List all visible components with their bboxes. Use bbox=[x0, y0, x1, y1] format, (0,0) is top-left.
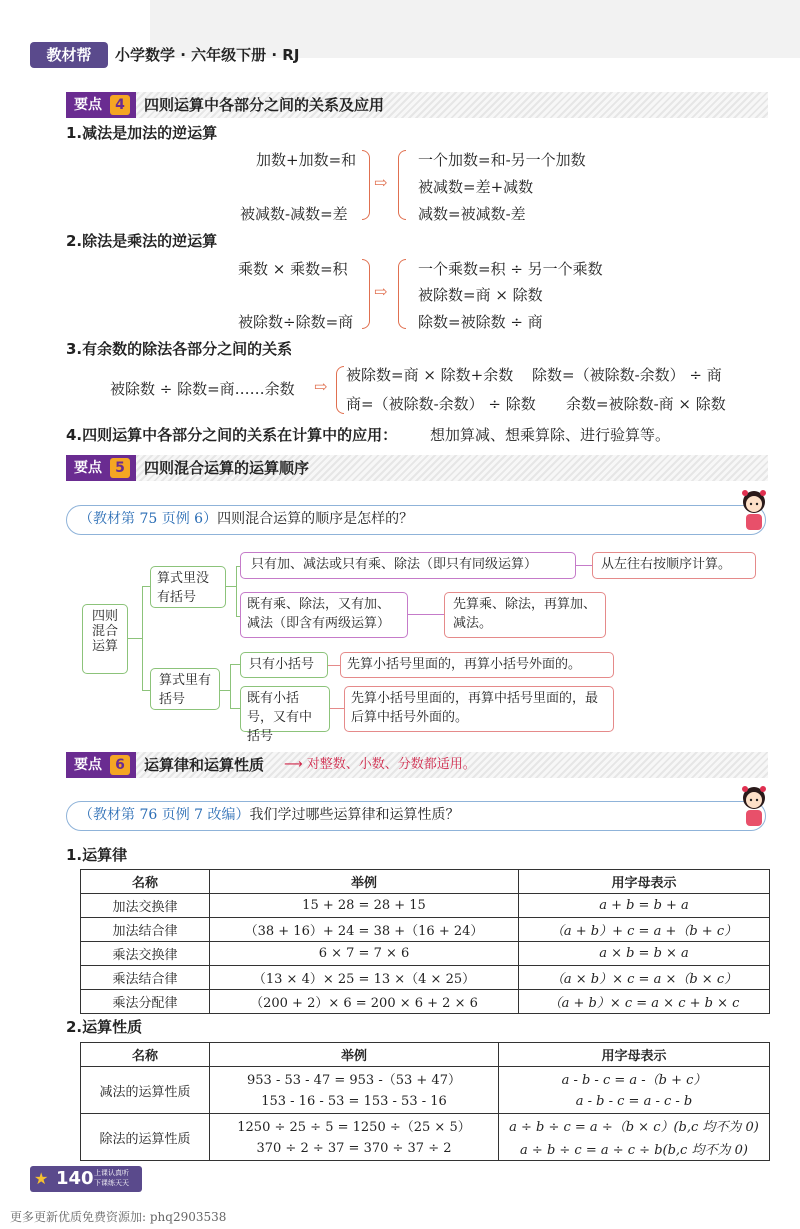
section-4-heading: 4.四则运算中各部分之间的关系在计算中的应用： bbox=[66, 426, 398, 444]
connector bbox=[230, 664, 240, 665]
table-cell: a ÷ b ÷ c = a ÷（b × c）(b,c 均不为 0) bbox=[499, 1114, 770, 1138]
flow-branch-no-brackets: 算式里没有括号 bbox=[150, 566, 226, 608]
formula-right: 被减数=差+减数 bbox=[418, 178, 534, 196]
key-point-number: 5 bbox=[110, 458, 130, 478]
flow-case-same-level: 只有加、减法或只有乘、除法（即只有同级运算） bbox=[240, 552, 576, 579]
connector bbox=[142, 586, 150, 587]
question-box bbox=[66, 801, 766, 831]
footer-source: 更多更新优质免费资源加: phq2903538 bbox=[10, 1210, 227, 1224]
table-cell: （200 + 2）× 6 = 200 × 6 + 2 × 6 bbox=[210, 990, 519, 1014]
key-point-6-banner bbox=[66, 752, 768, 778]
footer-tag: 下课练天天 bbox=[94, 1179, 129, 1187]
key-point-tag: 要点 bbox=[66, 752, 136, 778]
connector bbox=[220, 690, 230, 691]
laws-table bbox=[80, 869, 770, 1014]
formula-right: 除数=（被除数-余数） ÷ 商 bbox=[532, 366, 722, 384]
girl-icon bbox=[736, 784, 772, 828]
section-2-heading: 2.除法是乘法的逆运算 bbox=[66, 232, 218, 250]
laws-heading: 1.运算律 bbox=[66, 846, 128, 864]
flow-branch-with-brackets: 算式里有括号 bbox=[150, 668, 220, 710]
formula-left: 被除数 ÷ 除数=商……余数 bbox=[110, 380, 295, 398]
connector bbox=[576, 565, 592, 566]
table-cell: （38 + 16）+ 24 = 38 +（16 + 24） bbox=[210, 918, 519, 942]
table-row bbox=[81, 918, 770, 942]
table-header: 名称 bbox=[81, 1043, 210, 1067]
table-cell: 1250 ÷ 25 ÷ 5 = 1250 ÷（25 × 5） bbox=[210, 1114, 499, 1138]
section-3-heading: 3.有余数的除法各部分之间的关系 bbox=[66, 340, 293, 358]
table-cell: 370 ÷ 2 ÷ 37 = 370 ÷ 37 ÷ 2 bbox=[210, 1137, 499, 1161]
brace bbox=[336, 366, 344, 414]
formula-right: 一个加数=和-另一个加数 bbox=[418, 151, 586, 169]
connector bbox=[142, 586, 143, 690]
formula-right: 除数=被除数 ÷ 商 bbox=[418, 313, 543, 331]
table-header: 名称 bbox=[81, 870, 210, 894]
table-row bbox=[81, 966, 770, 990]
flow-result-brackets: 先算小括号里面的，再算中括号里面的，最后算中括号外面的。 bbox=[344, 686, 614, 732]
table-row bbox=[81, 1114, 770, 1138]
table-header: 举例 bbox=[210, 1043, 499, 1067]
table-row bbox=[81, 1067, 770, 1091]
table-cell: 加法交换律 bbox=[81, 894, 210, 918]
page-number-badge bbox=[30, 1166, 142, 1192]
arrow-icon: ⇨ bbox=[314, 377, 328, 396]
table-cell: 15 + 28 = 28 + 15 bbox=[210, 894, 519, 918]
flow-result-parentheses: 先算小括号里面的，再算小括号外面的。 bbox=[340, 652, 614, 678]
key-point-number: 6 bbox=[110, 755, 130, 775]
connector bbox=[230, 708, 240, 709]
flow-root: 四则混合运算 bbox=[82, 604, 128, 674]
key-point-number: 4 bbox=[110, 95, 130, 115]
table-cell: （a + b）× c = a × c + b × c bbox=[519, 990, 770, 1014]
flow-result-left-to-right: 从左往右按顺序计算。 bbox=[592, 552, 756, 579]
arrow-icon: ⇨ bbox=[374, 282, 388, 301]
question-box bbox=[66, 505, 766, 535]
key-point-title: 运算律和运算性质 bbox=[144, 756, 265, 774]
section-4-text: 想加算减、想乘算除、进行验算等。 bbox=[430, 426, 671, 444]
table-cell: 953 - 53 - 47 = 953 -（53 + 47） bbox=[210, 1067, 499, 1091]
table-row bbox=[81, 990, 770, 1014]
table-cell: 乘法分配律 bbox=[81, 990, 210, 1014]
page-subtitle: 小学数学 · 六年级下册 · RJ bbox=[115, 46, 300, 64]
table-cell: 153 - 16 - 53 = 153 - 53 - 16 bbox=[210, 1090, 499, 1114]
brace bbox=[362, 150, 370, 220]
formula-left: 被除数÷除数=商 bbox=[238, 313, 354, 331]
table-cell: （13 × 4）× 25 = 13 ×（4 × 25） bbox=[210, 966, 519, 990]
connector bbox=[408, 614, 444, 615]
key-point-title: 四则运算中各部分之间的关系及应用 bbox=[144, 96, 385, 114]
table-row bbox=[81, 942, 770, 966]
question-reference: （教材第 75 页例 6） bbox=[79, 511, 218, 527]
connector bbox=[328, 665, 340, 666]
formula-left: 被减数-减数=差 bbox=[240, 205, 348, 223]
table-header-row bbox=[81, 1043, 770, 1067]
key-point-5-banner bbox=[66, 455, 768, 481]
page-number: 140 bbox=[56, 1168, 94, 1189]
flow-case-two-levels: 既有乘、除法，又有加、减法（即含有两级运算） bbox=[240, 592, 408, 638]
table-cell: a ÷ b ÷ c = a ÷ c ÷ b(b,c 均不为 0) bbox=[499, 1137, 770, 1161]
table-cell: 乘法交换律 bbox=[81, 942, 210, 966]
table-cell: 除法的运算性质 bbox=[81, 1114, 210, 1161]
formula-right: 商=（被除数-余数） ÷ 除数 bbox=[346, 395, 536, 413]
table-row bbox=[81, 894, 770, 918]
key-point-4-banner bbox=[66, 92, 768, 118]
table-header: 举例 bbox=[210, 870, 519, 894]
table-cell: （a × b）× c = a ×（b × c） bbox=[519, 966, 770, 990]
question-text: 四则混合运算的顺序是怎样的？ bbox=[217, 511, 414, 527]
key-point-note: ⟶ 对整数、小数、分数都适用。 bbox=[284, 757, 476, 772]
table-header-row bbox=[81, 870, 770, 894]
connector bbox=[330, 708, 344, 709]
key-point-tag: 要点 bbox=[66, 455, 136, 481]
properties-heading: 2.运算性质 bbox=[66, 1018, 143, 1036]
key-point-title: 四则混合运算的运算顺序 bbox=[144, 459, 310, 477]
table-header: 用字母表示 bbox=[519, 870, 770, 894]
flow-case-brackets: 既有小括号，又有中括号 bbox=[240, 686, 330, 732]
brace bbox=[398, 259, 406, 329]
formula-right: 余数=被除数-商 × 除数 bbox=[566, 395, 726, 413]
connector bbox=[230, 664, 231, 708]
table-cell: 加法结合律 bbox=[81, 918, 210, 942]
formula-right: 被除数=商 × 除数 bbox=[418, 286, 543, 304]
table-cell: a - b - c = a -（b + c） bbox=[499, 1067, 770, 1091]
connector bbox=[236, 566, 237, 616]
brace bbox=[398, 150, 406, 220]
table-cell: 6 × 7 = 7 × 6 bbox=[210, 942, 519, 966]
star-icon: ★ bbox=[34, 1169, 49, 1188]
section-1-heading: 1.减法是加法的逆运算 bbox=[66, 124, 218, 142]
connector bbox=[128, 638, 142, 639]
brace bbox=[362, 259, 370, 329]
formula-right: 减数=被减数-差 bbox=[418, 205, 526, 223]
connector bbox=[226, 586, 236, 587]
connector bbox=[142, 690, 150, 691]
question-reference: （教材第 76 页例 7 改编） bbox=[79, 807, 250, 823]
table-cell: 减法的运算性质 bbox=[81, 1067, 210, 1114]
formula-right: 被除数=商 × 除数+余数 bbox=[346, 366, 514, 384]
formula-right: 一个乘数=积 ÷ 另一个乘数 bbox=[418, 260, 603, 278]
table-cell: 乘法结合律 bbox=[81, 966, 210, 990]
properties-table bbox=[80, 1042, 770, 1161]
table-header: 用字母表示 bbox=[499, 1043, 770, 1067]
brand-label: 教材帮 bbox=[30, 42, 108, 68]
formula-left: 加数+加数=和 bbox=[256, 151, 357, 169]
footer-tag: 上课认真听 bbox=[94, 1169, 129, 1177]
table-cell: a × b = b × a bbox=[519, 942, 770, 966]
formula-left: 乘数 × 乘数=积 bbox=[238, 260, 348, 278]
table-cell: （a + b）+ c = a +（b + c） bbox=[519, 918, 770, 942]
arrow-icon: ⇨ bbox=[374, 173, 388, 192]
table-cell: a + b = b + a bbox=[519, 894, 770, 918]
key-point-tag: 要点 bbox=[66, 92, 136, 118]
flow-case-parentheses: 只有小括号 bbox=[240, 652, 328, 678]
flow-result-mul-div-first: 先算乘、除法，再算加、减法。 bbox=[444, 592, 606, 638]
question-text: 我们学过哪些运算律和运算性质？ bbox=[249, 807, 460, 823]
girl-icon bbox=[736, 488, 772, 532]
table-cell: a - b - c = a - c - b bbox=[499, 1090, 770, 1114]
